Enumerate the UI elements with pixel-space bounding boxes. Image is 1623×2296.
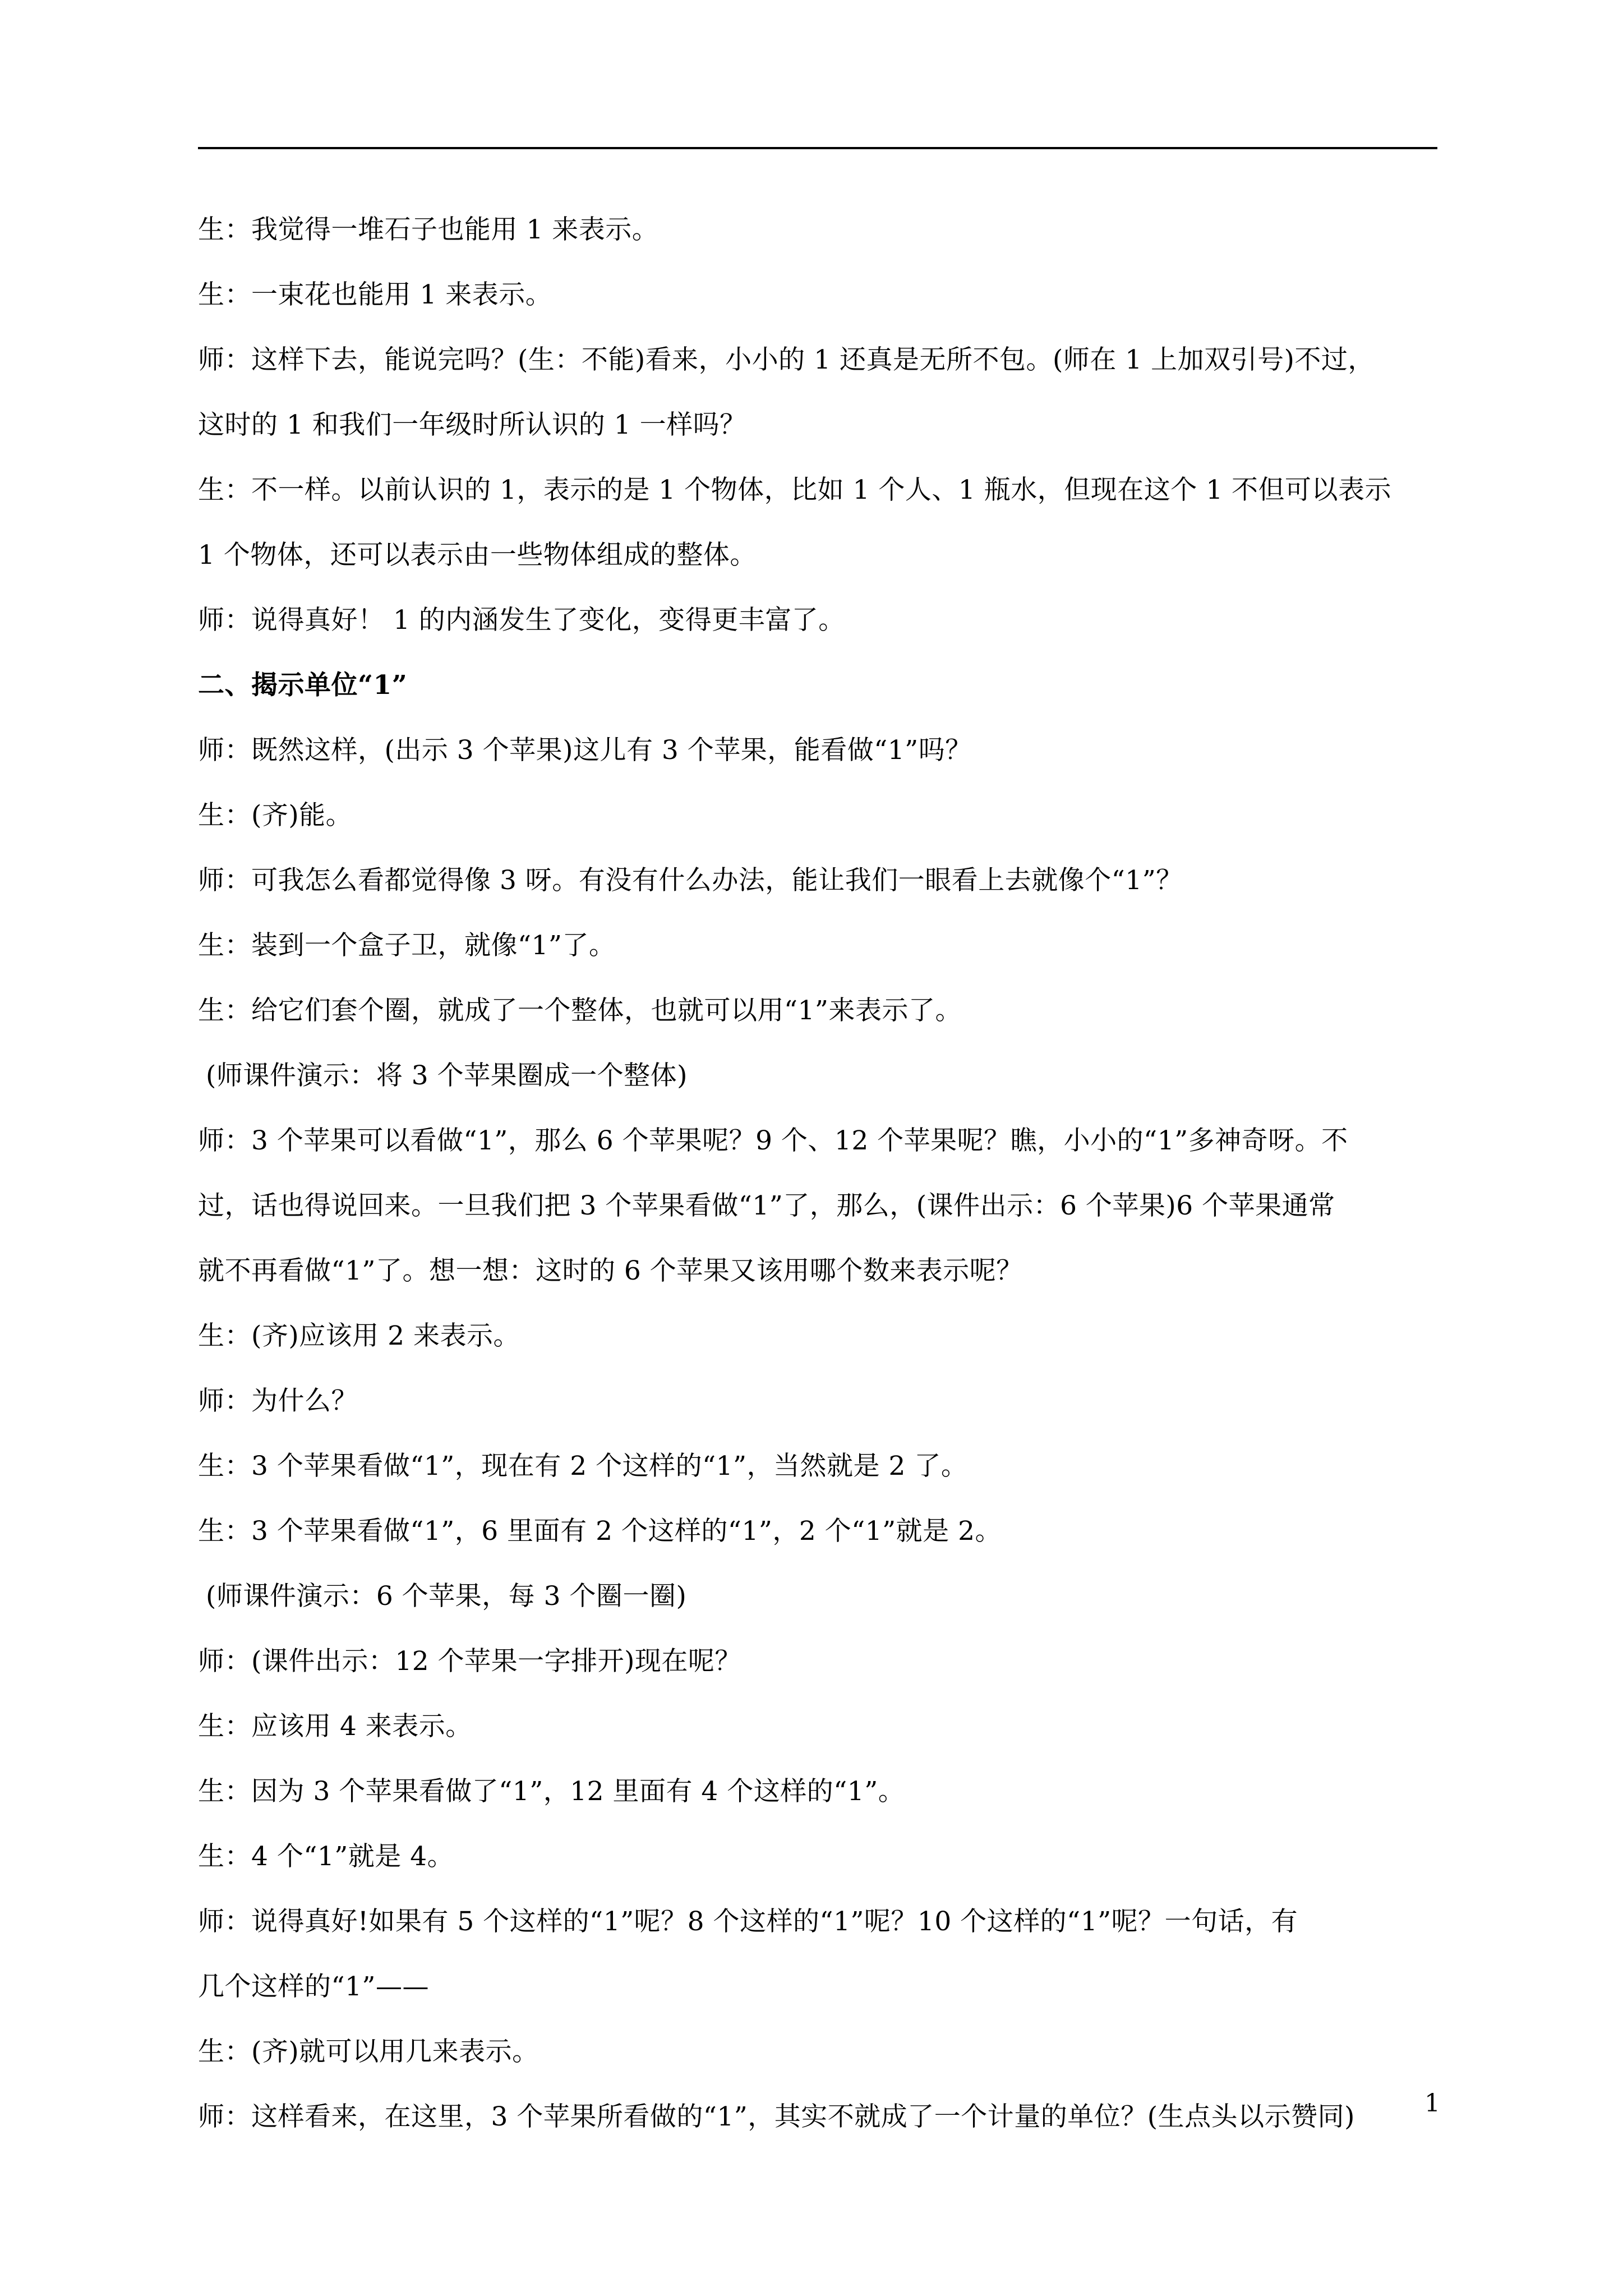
paragraph-line: 师：(课件出示：12 个苹果一字排开)现在呢？	[198, 1646, 741, 1677]
paragraph-line: 生：3 个苹果看做“1”，6 里面有 2 个这样的“1”，2 个“1”就是 2。	[198, 1516, 1002, 1547]
stage-direction: (师课件演示：6 个苹果，每 3 个圈一圈)	[206, 1581, 687, 1612]
paragraph-line: 生：装到一个盒子卫，就像“1”了。	[198, 930, 616, 961]
paragraph-line: 师：为什么？	[198, 1386, 358, 1416]
paragraph-line: 生：应该用 4 来表示。	[198, 1711, 472, 1742]
paragraph-line: 师：这样看来，在这里，3 个苹果所看做的“1”，其实不就成了一个计量的单位？(生点头以示赞同)	[198, 2101, 1355, 2132]
paragraph-line: 生：不一样。以前认识的 1，表示的是 1 个物体，比如 1 个人、1 瓶水，但现在这个 1 不但可以表示	[198, 475, 1392, 505]
page-number: 1	[1424, 2089, 1440, 2118]
paragraph-line: 师：3 个苹果可以看做“1”，那么 6 个苹果呢？9 个、12 个苹果呢？瞧，小小的“1”多神奇呀。不	[198, 1125, 1348, 1156]
paragraph-line: 师：说得真好!如果有 5 个这样的“1”呢？8 个这样的“1”呢？10 个这样的“1”呢？一句话，有	[198, 1906, 1298, 1937]
paragraph-line: 师：说得真好！ 1 的内涵发生了变化，变得更丰富了。	[198, 605, 845, 636]
section-heading: 二、揭示单位“1”	[198, 670, 408, 701]
paragraph-line: 师：这样下去，能说完吗？(生：不能)看来，小小的 1 还真是无所不包。(师在 1 上加双引号)不过，	[198, 344, 1375, 375]
paragraph-line: 几个这样的“1”——	[198, 1971, 429, 2002]
paragraph-line: 就不再看做“1”了。想一想：这时的 6 个苹果又该用哪个数来表示呢？	[198, 1255, 1023, 1286]
paragraph-line: 师：可我怎么看都觉得像 3 呀。有没有什么办法，能让我们一眼看上去就像个“1”？	[198, 865, 1183, 896]
stage-direction: (师课件演示：将 3 个苹果圈成一个整体)	[206, 1060, 688, 1091]
paragraph-line: 生：给它们套个圈，就成了一个整体，也就可以用“1”来表示了。	[198, 995, 962, 1026]
paragraph-line: 生：(齐)就可以用几来表示。	[198, 2036, 539, 2067]
paragraph-line: 生：(齐)能。	[198, 800, 353, 831]
paragraph-line: 生：3 个苹果看做“1”，现在有 2 个这样的“1”，当然就是 2 了。	[198, 1451, 968, 1481]
paragraph-line: 生：一束花也能用 1 来表示。	[198, 279, 552, 310]
paragraph-line: 过，话也得说回来。一旦我们把 3 个苹果看做“1”了，那么，(课件出示：6 个苹果)6 个苹果通常	[198, 1190, 1335, 1221]
paragraph-line: 1 个物体，还可以表示由一些物体组成的整体。	[198, 540, 757, 570]
paragraph-line: 师：既然这样，(出示 3 个苹果)这儿有 3 个苹果，能看做“1”吗？	[198, 735, 972, 766]
paragraph-line: 生：(齐)应该用 2 来表示。	[198, 1320, 520, 1351]
paragraph-line: 生：因为 3 个苹果看做了“1”，12 里面有 4 个这样的“1”。	[198, 1776, 905, 1807]
paragraph-line: 生：4 个“1”就是 4。	[198, 1841, 454, 1872]
header-rule	[198, 147, 1437, 149]
paragraph-line: 生：我觉得一堆石子也能用 1 来表示。	[198, 214, 659, 245]
paragraph-line: 这时的 1 和我们一年级时所认识的 1 一样吗？	[198, 409, 746, 440]
